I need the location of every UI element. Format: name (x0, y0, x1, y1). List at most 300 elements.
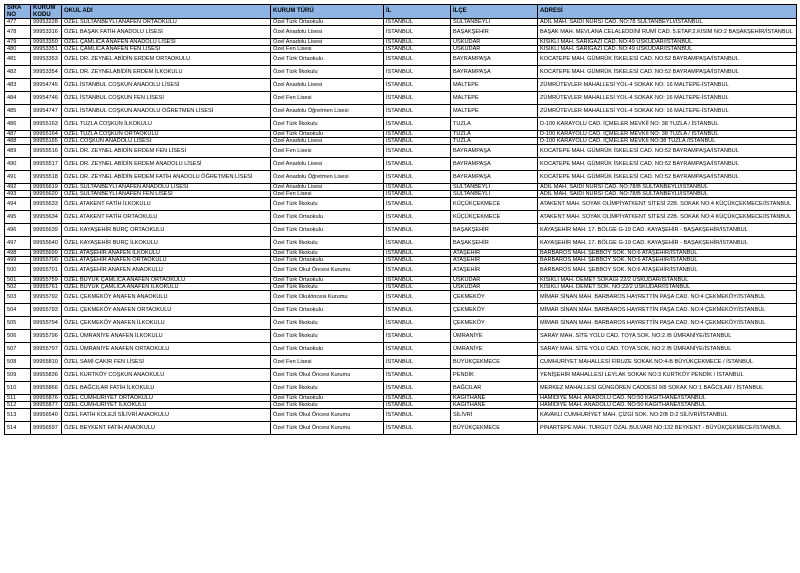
sira-no-cell: 514 (5, 422, 31, 435)
ilce-cell: SULTANBEYLİ (451, 191, 538, 198)
sira-no-cell: 499 (5, 257, 31, 264)
kurum-turu-cell: Özel Fen Lisesi (271, 191, 384, 198)
il-cell: İSTANBUL (384, 66, 451, 79)
sira-no-cell: 507 (5, 343, 31, 356)
adres-cell: SARAY MAH. SİTE YOLU CAD. TOYA SOK. NO:2 /B ÜMRANİYE/İSTANBUL (538, 343, 797, 356)
ilce-cell: BAYRAMPAŞA (451, 171, 538, 184)
kurum-turu-cell: Özel Anadolu Lisesi (271, 184, 384, 191)
ilce-cell: ATAŞEHİR (451, 264, 538, 277)
ilce-cell: PENDİK (451, 369, 538, 382)
kurum-kodu-cell: 99953316 (31, 26, 62, 39)
kurum-turu-cell: Özel Türk Ortaokulu (271, 211, 384, 224)
ilce-cell: BAYRAMPAŞA (451, 66, 538, 79)
il-cell: İSTANBUL (384, 382, 451, 395)
il-cell: İSTANBUL (384, 237, 451, 250)
table-row (5, 369, 797, 382)
il-cell: İSTANBUL (384, 118, 451, 131)
ilce-cell: ÜMRANİYE (451, 343, 538, 356)
sira-no-cell: 508 (5, 356, 31, 369)
ilce-cell: ÜSKÜDAR (451, 284, 538, 291)
ilce-cell: MALTEPE (451, 79, 538, 92)
header-okul-adi: OKUL ADI (62, 5, 271, 19)
il-cell: İSTANBUL (384, 19, 451, 26)
table-row (5, 277, 797, 284)
ilce-cell: ÇEKMEKÖY (451, 291, 538, 304)
kurum-kodu-cell: 99955794 (31, 317, 62, 330)
kurum-kodu-cell: 99955793 (31, 304, 62, 317)
kurum-turu-cell: Özel Türk İlkokulu (271, 237, 384, 250)
sira-no-cell: 501 (5, 277, 31, 284)
adres-cell: MİMAR SİNAN MAH. BARBAROS HAYRETTİN PAŞA CAD. NO:4 ÇEKMEKÖY/İSTANBUL (538, 317, 797, 330)
okul-adi-cell: ÖZEL DR. ZEYNEL ABİDİN ERDEM ANADOLU LİSESİ (62, 158, 271, 171)
ilce-cell: ÜSKÜDAR (451, 46, 538, 53)
adres-cell: BARBAROS MAH. ŞEBBOY SOK. NO:6 ATAŞEHİR/İSTANBUL (538, 250, 797, 257)
adres-cell: KOCATEPE MAH. GÜMRÜK İSKELESİ CAD. NO:52 BAYRAMPAŞA/İSTANBUL (538, 66, 797, 79)
ilce-cell: MALTEPE (451, 92, 538, 105)
adres-cell: MİMAR SİNAN MAH. BARBAROS HAYRETTİN PAŞA CAD. NO:4 ÇEKMEKÖY/İSTANBUL (538, 304, 797, 317)
okul-adi-cell: ÖZEL KAYAŞEHİR BURÇ İLKOKULU (62, 237, 271, 250)
il-cell: İSTANBUL (384, 369, 451, 382)
okul-adi-cell: ÖZEL SULTANBEYLİ ANAFEN ANADOLU LİSESİ (62, 184, 271, 191)
okul-adi-cell: ÖZEL SAMİ ÇAKIR FEN LİSESİ (62, 356, 271, 369)
ilce-cell: ÜSKÜDAR (451, 277, 538, 284)
okul-adi-cell: ÖZEL İSTANBUL COŞKUN ANADOLU LİSESİ (62, 79, 271, 92)
ilce-cell: TUZLA (451, 131, 538, 138)
okul-adi-cell: ÖZEL İSTANBUL COŞKUN ANADOLU ÖĞRETMEN LİSESİ (62, 105, 271, 118)
table-row (5, 39, 797, 46)
kurum-kodu-cell: 99955619 (31, 184, 62, 191)
kurum-turu-cell: Özel Türk İlkokulu (271, 118, 384, 131)
ilce-cell: KAĞITHANE (451, 402, 538, 409)
ilce-cell: BAŞAKŞEHİR (451, 237, 538, 250)
kurum-kodu-cell: 99953351 (31, 46, 62, 53)
ilce-cell: KAĞITHANE (451, 395, 538, 402)
okul-adi-cell: ÖZEL BÜYÜK ÇAMLICA ANAFEN İLKOKULU (62, 284, 271, 291)
table-row (5, 317, 797, 330)
adres-cell: D-100 KARAYOLU CAD. İÇMELER MEVKİİ NO: 38 TUZLA / İSTANBUL (538, 131, 797, 138)
kurum-kodu-cell: 99955518 (31, 171, 62, 184)
kurum-turu-cell: Özel Türk Ortaokulu (271, 343, 384, 356)
ilce-cell: BÜYÜKÇEKMECE (451, 356, 538, 369)
il-cell: İSTANBUL (384, 211, 451, 224)
sira-no-cell: 489 (5, 145, 31, 158)
kurum-turu-cell: Özel Anadolu Lisesi (271, 26, 384, 39)
kurum-kodu-cell: 99954746 (31, 92, 62, 105)
okul-adi-cell: ÖZEL BAŞAK FATİH ANADOLU LİSESİ (62, 26, 271, 39)
kurum-kodu-cell: 99955633 (31, 198, 62, 211)
sira-no-cell: 512 (5, 402, 31, 409)
okul-adi-cell: ÖZEL KAYAŞEHİR BURÇ ORTAOKULU (62, 224, 271, 237)
okul-adi-cell: ÖZEL DR. ZEYNEL ABİDİN ERDEM FATİH ANADOLU ÖĞRETMEN LİSESİ (62, 171, 271, 184)
okul-adi-cell: ÖZEL DR. ZEYNELABİDİN ERDEM İLKOKULU (62, 66, 271, 79)
il-cell: İSTANBUL (384, 158, 451, 171)
okul-adi-cell: ÖZEL BAĞCILAR FATİH İLKOKULU (62, 382, 271, 395)
adres-cell: KISIKLI MAH. SARIGAZİ CAD. NO:49 ÜSKÜDAR/İSTANBUL (538, 46, 797, 53)
table-row (5, 158, 797, 171)
kurum-turu-cell: Özel Türk Ortaokulu (271, 131, 384, 138)
sira-no-cell: 481 (5, 53, 31, 66)
okul-adi-cell: ÖZEL İSTANBUL COŞKUN FEN LİSESİ (62, 92, 271, 105)
il-cell: İSTANBUL (384, 131, 451, 138)
okul-adi-cell: ÖZEL ÇEKMEKÖY ANAFEN İLKOKULU (62, 317, 271, 330)
okul-adi-cell: ÖZEL SULTANBEYLİ ANAFEN ORTAOKULU (62, 19, 271, 26)
table-row (5, 284, 797, 291)
okul-adi-cell: ÖZEL ÜMRANİYE ANAFEN İLKOKULU (62, 330, 271, 343)
kurum-kodu-cell: 99953228 (31, 19, 62, 26)
table-row (5, 131, 797, 138)
adres-cell: KISIKLI MAH. DEMET SOKAĞI 22/2 ÜSKÜDAR/İSTANBUL (538, 277, 797, 284)
kurum-turu-cell: Özel Türk Ortaokulu (271, 53, 384, 66)
table-row (5, 224, 797, 237)
sira-no-cell: 479 (5, 39, 31, 46)
kurum-turu-cell: Özel Türk Ortaokulu (271, 257, 384, 264)
il-cell: İSTANBUL (384, 291, 451, 304)
kurum-turu-cell: Özel Fen Lisesi (271, 46, 384, 53)
kurum-kodu-cell: 99956540 (31, 409, 62, 422)
ilce-cell: BAŞAKŞEHİR (451, 224, 538, 237)
sira-no-cell: 491 (5, 171, 31, 184)
il-cell: İSTANBUL (384, 284, 451, 291)
il-cell: İSTANBUL (384, 184, 451, 191)
sira-no-cell: 509 (5, 369, 31, 382)
kurum-kodu-cell: 99955640 (31, 237, 62, 250)
table-row (5, 198, 797, 211)
table-row (5, 330, 797, 343)
ilce-cell: SİLİVRİ (451, 409, 538, 422)
okul-adi-cell: ÖZEL ÇAMLICA ANAFEN FEN LİSESİ (62, 46, 271, 53)
kurum-turu-cell: Özel Anadolu Öğretmen Lisesi (271, 171, 384, 184)
kurum-turu-cell: Özel Türk Okul Öncesi Kurumu (271, 409, 384, 422)
kurum-kodu-cell: 99955516 (31, 145, 62, 158)
kurum-turu-cell: Özel Türk Okulöncesi Kurumu (271, 291, 384, 304)
adres-cell: KOCATEPE MAH. GÜMRÜK İSKELESİ CAD. NO:52 BAYRAMPAŞA/İSTANBUL (538, 171, 797, 184)
table-body (5, 19, 797, 435)
sira-no-cell: 502 (5, 284, 31, 291)
header-kurum-kodu: KURUM KODU (31, 5, 62, 19)
kurum-kodu-cell: 99955792 (31, 291, 62, 304)
ilce-cell: ÜMRANİYE (451, 330, 538, 343)
sira-no-cell: 513 (5, 409, 31, 422)
sira-no-cell: 477 (5, 19, 31, 26)
kurum-kodu-cell: 99955877 (31, 402, 62, 409)
kurum-turu-cell: Özel Türk İlkokulu (271, 250, 384, 257)
table-row (5, 46, 797, 53)
kurum-kodu-cell: 99955876 (31, 395, 62, 402)
okul-adi-cell: ÖZEL ATAŞEHİR ANAFEN İLKOKULU (62, 250, 271, 257)
ilce-cell: BAYRAMPAŞA (451, 145, 538, 158)
kurum-turu-cell: Özel Türk İlkokulu (271, 330, 384, 343)
ilce-cell: ÇEKMEKÖY (451, 304, 538, 317)
table-row (5, 343, 797, 356)
okul-adi-cell: ÖZEL BÜYÜK ÇAMLICA ANAFEN ORTAOKULU (62, 277, 271, 284)
ilce-cell: BAYRAMPAŞA (451, 53, 538, 66)
kurum-turu-cell: Özel Türk İlkokulu (271, 382, 384, 395)
header-sira-no: SIRA NO (5, 5, 31, 19)
kurum-kodu-cell: 99955797 (31, 343, 62, 356)
il-cell: İSTANBUL (384, 356, 451, 369)
header-row (5, 5, 797, 19)
header-ilce: İLÇE (451, 5, 538, 19)
okul-adi-cell: ÖZEL ATAŞEHİR ANAFEN ANAOKULU (62, 264, 271, 277)
il-cell: İSTANBUL (384, 138, 451, 145)
adres-cell: ZÜMRÜTEVLER MAHALLESİ YOL-4 SOKAK NO: 16 MALTEPE-İSTANBUL (538, 92, 797, 105)
sira-no-cell: 504 (5, 304, 31, 317)
kurum-kodu-cell: 99955866 (31, 382, 62, 395)
kurum-turu-cell: Özel Türk Ortaokulu (271, 277, 384, 284)
table-row (5, 257, 797, 264)
kurum-kodu-cell: 99953354 (31, 66, 62, 79)
ilce-cell: TUZLA (451, 138, 538, 145)
adres-cell: KISIKLI MAH. SARIGAZİ CAD. NO:49 ÜSKÜDAR/İSTANBUL (538, 39, 797, 46)
okul-adi-cell: ÖZEL ÜMRANİYE ANAFEN ORTAOKULU (62, 343, 271, 356)
sira-no-cell: 492 (5, 184, 31, 191)
okul-adi-cell: ÖZEL ÇEKMEKÖY ANAFEN ORTAOKULU (62, 304, 271, 317)
il-cell: İSTANBUL (384, 343, 451, 356)
kurum-turu-cell: Özel Türk İlkokulu (271, 317, 384, 330)
il-cell: İSTANBUL (384, 191, 451, 198)
kurum-kodu-cell: 99953353 (31, 53, 62, 66)
kurum-kodu-cell: 99955761 (31, 284, 62, 291)
table-row (5, 291, 797, 304)
table-row (5, 356, 797, 369)
sira-no-cell: 505 (5, 317, 31, 330)
table-row (5, 118, 797, 131)
table-row (5, 26, 797, 39)
table-row (5, 138, 797, 145)
il-cell: İSTANBUL (384, 304, 451, 317)
okul-adi-cell: ÖZEL SULTANBEYLİ ANAFEN FEN LİSESİ (62, 191, 271, 198)
table-row (5, 53, 797, 66)
okul-adi-cell: ÖZEL DR. ZEYNEL ABİDİN ERDEM FEN LİSESİ (62, 145, 271, 158)
kurum-turu-cell: Özel Türk Okul Öncesi Kurumu (271, 264, 384, 277)
ilce-cell: BÜYÜKÇEKMECE (451, 422, 538, 435)
kurum-turu-cell: Özel Türk Ortaokulu (271, 19, 384, 26)
kurum-turu-cell: Özel Türk Okul Öncesi Kurumu (271, 422, 384, 435)
kurum-turu-cell: Özel Türk İlkokulu (271, 198, 384, 211)
sira-no-cell: 485 (5, 105, 31, 118)
ilce-cell: ÇEKMEKÖY (451, 317, 538, 330)
kurum-turu-cell: Özel Türk İlkokulu (271, 402, 384, 409)
il-cell: İSTANBUL (384, 409, 451, 422)
okul-adi-cell: ÖZEL TUZLA COŞKUN İLKOKULU (62, 118, 271, 131)
il-cell: İSTANBUL (384, 395, 451, 402)
il-cell: İSTANBUL (384, 317, 451, 330)
il-cell: İSTANBUL (384, 198, 451, 211)
adres-cell: ADİL MAH. SAİDİ NURSİ CAD. NO:78 SULTANBEYLİ/İSTANBUL (538, 19, 797, 26)
table-row (5, 171, 797, 184)
kurum-turu-cell: Özel Anadolu Lisesi (271, 39, 384, 46)
adres-cell: HAMİDİYE MAH. ANADOLU CAD. NO:50 KAĞITHANE/İSTANBUL (538, 395, 797, 402)
sira-no-cell: 487 (5, 131, 31, 138)
header-il: İL (384, 5, 451, 19)
il-cell: İSTANBUL (384, 145, 451, 158)
kurum-kodu-cell: 99955639 (31, 224, 62, 237)
adres-cell: D-100 KARAYOLU CAD. İÇMELER MEVKİİ NO:38 TUZLA /İSTANBUL (538, 138, 797, 145)
ilce-cell: SULTANBEYLİ (451, 19, 538, 26)
okul-adi-cell: ÖZEL ATAKENT FATİH ORTAOKULU (62, 211, 271, 224)
okul-adi-cell: ÖZEL KURTKÖY COŞKUN ANAOKULU (62, 369, 271, 382)
ilce-cell: BAĞCILAR (451, 382, 538, 395)
kurum-kodu-cell: 99955164 (31, 131, 62, 138)
il-cell: İSTANBUL (384, 264, 451, 277)
adres-cell: KOCATEPE MAH. GÜMRÜK İSKELESİ CAD. NO:52 BAYRAMPAŞA/İSTANBUL (538, 158, 797, 171)
sira-no-cell: 495 (5, 211, 31, 224)
kurum-kodu-cell: 99956597 (31, 422, 62, 435)
adres-cell: D-100 KARAYOLU CAD. İÇMELER MEVKİİ NO: 38 TUZLA / İSTANBUL (538, 118, 797, 131)
table-row (5, 19, 797, 26)
sira-no-cell: 506 (5, 330, 31, 343)
kurum-kodu-cell: 99955796 (31, 330, 62, 343)
table-row (5, 395, 797, 402)
sira-no-cell: 498 (5, 250, 31, 257)
il-cell: İSTANBUL (384, 257, 451, 264)
table-row (5, 409, 797, 422)
table-row (5, 211, 797, 224)
il-cell: İSTANBUL (384, 39, 451, 46)
kurum-turu-cell: Özel Anadolu Lisesi (271, 138, 384, 145)
kurum-turu-cell: Özel Fen Lisesi (271, 356, 384, 369)
sira-no-cell: 511 (5, 395, 31, 402)
adres-cell: ATAKENT MAH. SOYAK OLİMPİYATKENT SİTESİ 22B. SOKAK NO:4 KÜÇÜKÇEKMECE/İSTANBUL (538, 198, 797, 211)
adres-cell: BARBAROS MAH. ŞEBBOY SOK. NO:6 ATAŞEHİR/İSTANBUL (538, 257, 797, 264)
ilce-cell: BAŞAKŞEHİR (451, 26, 538, 39)
kurum-turu-cell: Özel Türk Ortaokulu (271, 304, 384, 317)
il-cell: İSTANBUL (384, 250, 451, 257)
adres-cell: BARBAROS MAH. ŞEBBOY SOK. NO:6 ATAŞEHİR/İSTANBUL (538, 264, 797, 277)
adres-cell: KAYAŞEHİR MAH. 17. BÖLGE G-19 CAD. KAYAŞEHİR - BAŞAKŞEHİR/İSTANBUL (538, 237, 797, 250)
kurum-kodu-cell: 99955634 (31, 211, 62, 224)
il-cell: İSTANBUL (384, 26, 451, 39)
adres-cell: ZÜMRÜTEVLER MAHALLESİ YOL-4 SOKAK NO: 16 MALTEPE-İSTANBUL (538, 79, 797, 92)
table-row (5, 92, 797, 105)
ilce-cell: SULTANBEYLİ (451, 184, 538, 191)
ilce-cell: ATAŞEHİR (451, 257, 538, 264)
header-adresi: ADRESİ (538, 5, 797, 19)
kurum-kodu-cell: 99955620 (31, 191, 62, 198)
kurum-turu-cell: Özel Anadolu Lisesi (271, 158, 384, 171)
adres-cell: ADİL MAH. SAİDİ NURSİ CAD. NO:78/B SULTANBEYLİ/İSTANBUL (538, 191, 797, 198)
il-cell: İSTANBUL (384, 79, 451, 92)
sira-no-cell: 496 (5, 224, 31, 237)
adres-cell: ZÜMRÜTEVLER MAHALLESİ YOL-4 SOKAK NO: 16 MALTEPE-İSTANBUL (538, 105, 797, 118)
ilce-cell: KÜÇÜKÇEKMECE (451, 198, 538, 211)
table-row (5, 402, 797, 409)
kurum-turu-cell: Özel Fen Lisesi (271, 145, 384, 158)
okul-adi-cell: ÖZEL TUZLA COŞKUN ORTAOKULU (62, 131, 271, 138)
sira-no-cell: 490 (5, 158, 31, 171)
kurum-turu-cell: Özel Anadolu Lisesi (271, 79, 384, 92)
ilce-cell: ATAŞEHİR (451, 250, 538, 257)
okul-adi-cell: ÖZEL BEYKENT FATİH ANAOKULU (62, 422, 271, 435)
adres-cell: KOCATEPE MAH. GÜMRÜK İSKELESİ CAD. NO:52 BAYRAMPAŞA/İSTANBUL (538, 145, 797, 158)
kurum-turu-cell: Özel Türk İlkokulu (271, 284, 384, 291)
adres-cell: MİMAR SİNAN MAH. BARBAROS HAYRETTİN PAŞA CAD. NO:4 ÇEKMEKÖY/İSTANBUL (538, 291, 797, 304)
table-row (5, 66, 797, 79)
sira-no-cell: 478 (5, 26, 31, 39)
table-row (5, 422, 797, 435)
kurum-kodu-cell: 99954747 (31, 105, 62, 118)
adres-cell: CUMHURİYET MAHALLESİ FİRUZE SOKAK NO:4-B BÜYÜKÇEKMECE / İSTANBUL (538, 356, 797, 369)
kurum-kodu-cell: 99955699 (31, 250, 62, 257)
okul-adi-cell: ÖZEL ATAŞEHİR ANAFEN ORTAOKULU (62, 257, 271, 264)
kurum-kodu-cell: 99955701 (31, 264, 62, 277)
ilce-cell: ÜSKÜDAR (451, 39, 538, 46)
adres-cell: MERKEZ MAHALLESİ GÜNGÖREN CADDESİ 9/8 SOKAK NO:1 BAĞCILAR / İSTANBUL (538, 382, 797, 395)
table-row (5, 304, 797, 317)
kurum-turu-cell: Özel Türk İlkokulu (271, 66, 384, 79)
kurum-kodu-cell: 99955165 (31, 138, 62, 145)
sira-no-cell: 494 (5, 198, 31, 211)
ilce-cell: BAYRAMPAŞA (451, 158, 538, 171)
okul-adi-cell: ÖZEL DR. ZEYNEL ABİDİN ERDEM ORTAOKULU (62, 53, 271, 66)
okul-adi-cell: ÖZEL CUMHURİYET ORTAOKULU (62, 395, 271, 402)
kurum-turu-cell: Özel Anadolu Öğretmen Lisesi (271, 105, 384, 118)
il-cell: İSTANBUL (384, 402, 451, 409)
sira-no-cell: 484 (5, 92, 31, 105)
adres-cell: ADİL MAH. SAİDİ NURSİ CAD. NO:78/B SULTANBEYLİ/İSTANBUL (538, 184, 797, 191)
il-cell: İSTANBUL (384, 171, 451, 184)
kurum-turu-cell: Özel Fen Lisesi (271, 92, 384, 105)
okul-adi-cell: ÖZEL ÇEKMEKÖY ANAFEN ANAOKULU (62, 291, 271, 304)
table-row (5, 250, 797, 257)
okul-adi-cell: ÖZEL ÇAMLICA ANAFEN ANADOLU LİSESİ (62, 39, 271, 46)
header-kurum-turu: KURUM TÜRÜ (271, 5, 384, 19)
adres-cell: SARAY MAH. SİTE YOLU CAD. TOYA SOK. NO:2 /B ÜMRANİYE/İSTANBUL (538, 330, 797, 343)
kurum-turu-cell: Özel Türk Ortaokulu (271, 224, 384, 237)
kurum-turu-cell: Özel Türk Okul Öncesi Kurumu (271, 369, 384, 382)
table-row (5, 184, 797, 191)
adres-cell: PINARTEPE MAH. TURGUT ÖZAL BULVARI NO:132 BEYKENT - BÜYÜKÇEKMECE/İSTANBUL (538, 422, 797, 435)
kurum-kodu-cell: 99955759 (31, 277, 62, 284)
kurum-kodu-cell: 99954745 (31, 79, 62, 92)
kurum-kodu-cell: 99953350 (31, 39, 62, 46)
adres-cell: KAVAKLI CUMHURİYET MAH. ÇİZGİ SOK. NO:2/B D:2 SİLİVRİ/İSTANBUL (538, 409, 797, 422)
table-row (5, 105, 797, 118)
il-cell: İSTANBUL (384, 46, 451, 53)
sira-no-cell: 488 (5, 138, 31, 145)
kurum-turu-cell: Özel Türk Ortaokulu (271, 395, 384, 402)
ilce-cell: KÜÇÜKÇEKMECE (451, 211, 538, 224)
il-cell: İSTANBUL (384, 422, 451, 435)
ilce-cell: MALTEPE (451, 105, 538, 118)
il-cell: İSTANBUL (384, 92, 451, 105)
okul-adi-cell: ÖZEL FATİH KOLEJİ SİLİVRİ ANAOKULU (62, 409, 271, 422)
adres-cell: KISIKLI MAH. DEMET SOK. NO:22/2 ÜSKÜDAR/İSTANBUL (538, 284, 797, 291)
il-cell: İSTANBUL (384, 105, 451, 118)
adres-cell: ATAKENT MAH. SOYAK OLİMPİYATKENT SİTESİ 22B. SOKAK NO:4 KÜÇÜKÇEKMECE/İSTANBUL (538, 211, 797, 224)
table-row (5, 145, 797, 158)
kurum-kodu-cell: 99955163 (31, 118, 62, 131)
il-cell: İSTANBUL (384, 330, 451, 343)
sira-no-cell: 482 (5, 66, 31, 79)
okul-adi-cell: ÖZEL COŞKUN ANADOLU LİSESİ (62, 138, 271, 145)
il-cell: İSTANBUL (384, 53, 451, 66)
il-cell: İSTANBUL (384, 277, 451, 284)
table-header (5, 5, 797, 19)
sira-no-cell: 503 (5, 291, 31, 304)
okul-adi-cell: ÖZEL ATAKENT FATİH İLKOKULU (62, 198, 271, 211)
sira-no-cell: 486 (5, 118, 31, 131)
ilce-cell: TUZLA (451, 118, 538, 131)
table-row (5, 264, 797, 277)
sira-no-cell: 500 (5, 264, 31, 277)
school-table (4, 4, 797, 435)
sira-no-cell: 497 (5, 237, 31, 250)
adres-cell: YENİŞEHİR MAHALLESİ LEYLAK SOKAK NO:3 KURTKÖY PENDİK / İSTANBUL (538, 369, 797, 382)
sira-no-cell: 493 (5, 191, 31, 198)
adres-cell: KOCATEPE MAH. GÜMRÜK İSKELESİ CAD. NO:52 BAYRAMPAŞA/İSTANBUL (538, 53, 797, 66)
adres-cell: HAMİDİYE MAH. ANADOLU CAD. NO:50 KAĞITHANE/İSTANBUL (538, 402, 797, 409)
